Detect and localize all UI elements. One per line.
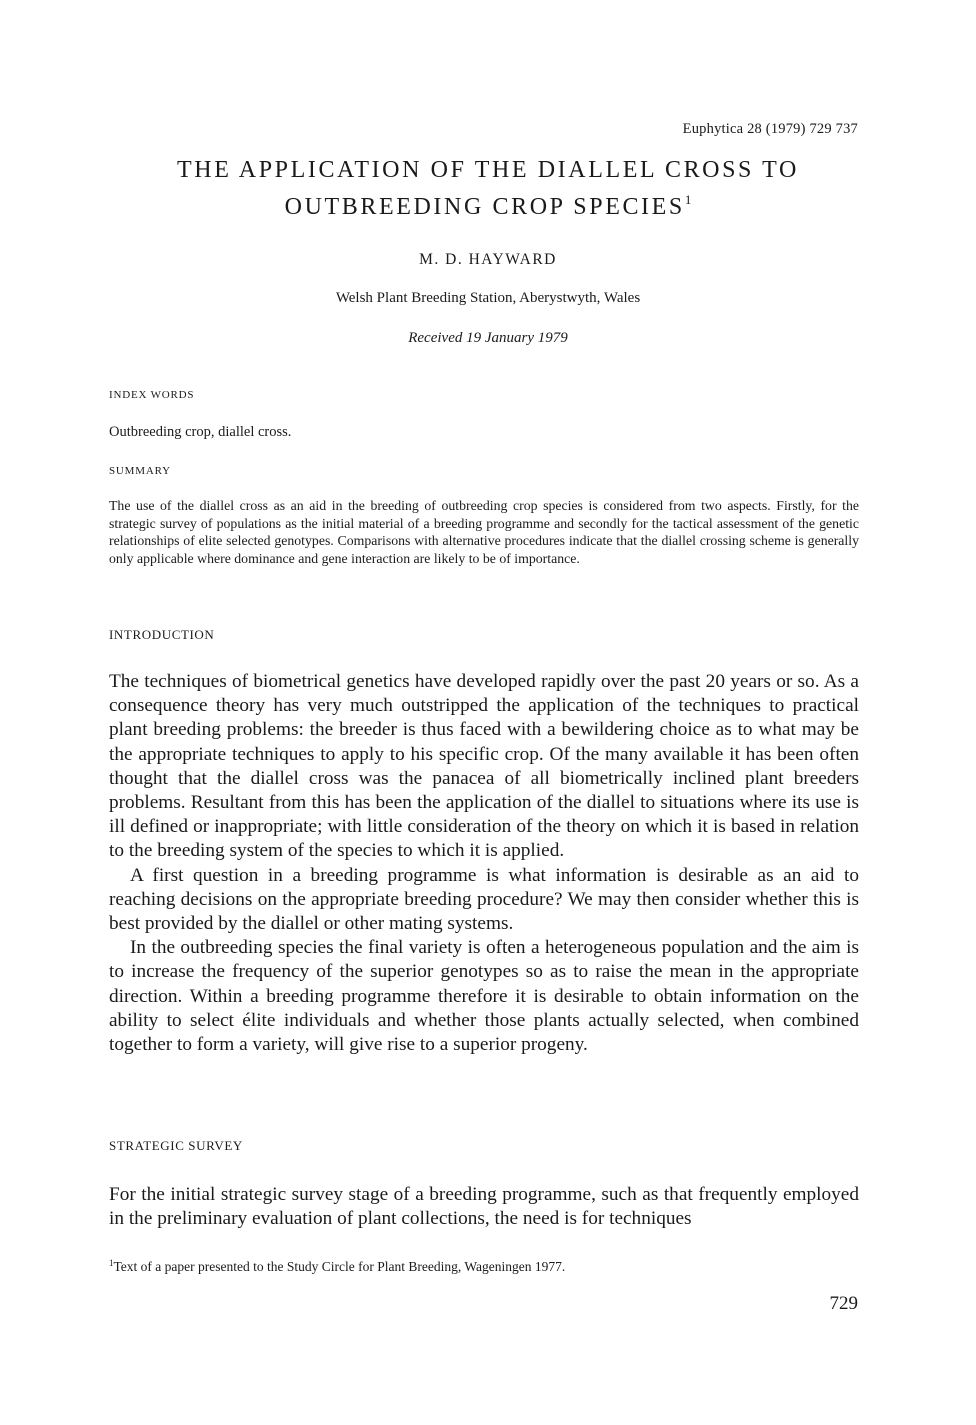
introduction-body <box>109 670 859 1057</box>
paper-title <box>0 156 976 222</box>
page-number: 729 <box>829 1293 858 1314</box>
introduction-paragraph-3: In the outbreeding species the final variety is often a heterogeneous population and the aim is to increase the frequency of the superior genotypes so as to raise the mean in the appropriate direction. Within a breeding programme therefore it is desirable to obtain information on the ability to select élite individuals and whether those plants actually selected, when combined together to form a variety, will give rise to a superior progeny. <box>109 937 859 1056</box>
received-date: Received 19 January 1979 <box>408 330 568 346</box>
author-name: M. D. HAYWARD <box>419 251 557 268</box>
strategic-survey-body <box>109 1183 859 1231</box>
index-words-text: Outbreeding crop, diallel cross. <box>109 424 292 440</box>
author-affiliation: Welsh Plant Breeding Station, Aberystwyth, Wales <box>335 290 641 306</box>
footnote <box>109 1258 565 1275</box>
index-words-heading: INDEX WORDS <box>109 389 195 401</box>
introduction-heading: INTRODUCTION <box>109 627 215 642</box>
strategic-survey-paragraph-1: For the initial strategic survey stage of a breeding programme, such as that frequently employed in the preliminary evaluation of plant collections, the need is for techniques <box>109 1184 859 1230</box>
introduction-paragraph-2: A first question in a breeding programme is what information is desirable as an aid to reaching decisions on the appropriate breeding procedure? We may then consider whether this is best provided by the diallel or other mating systems. <box>109 864 859 935</box>
title-line-1: THE APPLICATION OF THE DIALLEL CROSS TO <box>177 157 799 183</box>
journal-reference: Euphytica 28 (1979) 729 737 <box>682 121 858 137</box>
footnote-text: Text of a paper presented to the Study Circle for Plant Breeding, Wageningen 1977. <box>113 1259 566 1274</box>
strategic-survey-heading: STRATEGIC SURVEY <box>109 1138 243 1153</box>
summary-heading: SUMMARY <box>109 465 171 477</box>
introduction-paragraph-1: The techniques of biometrical genetics have developed rapidly over the past 20 years or so. As a consequence theory has very much outstripped the application of the techniques to practical plant breeding problems: the breeder is thus faced with a bewildering choice as to what may be the appropriate techniques to apply to his specific crop. Of the many available it has been often thought that the diallel cross was the panacea of all biometrically inclined plant breeders problems. Resultant from this has been the application of the diallel to situations where its use is ill defined or inappropriate; with little consideration of the theory on which it is based in relation to the breeding system of the species to which it is applied. <box>109 671 859 862</box>
title-footnote-mark: 1 <box>684 192 692 207</box>
summary-text: The use of the diallel cross as an aid in the breeding of outbreeding crop species is considered from two aspects. Firstly, for the strategic survey of populations as the initial material of a breeding programme and secondly for the tactical assessment of the genetic relationships of elite selected genotypes. Comparisons with alternative procedures indicate that the diallel crossing scheme is generally only applicable where dominance and gene interaction are likely to be of importance. <box>109 498 859 566</box>
title-line-2: OUTBREEDING CROP SPECIES <box>284 194 685 220</box>
footnote-mark: 1 <box>109 1258 114 1268</box>
